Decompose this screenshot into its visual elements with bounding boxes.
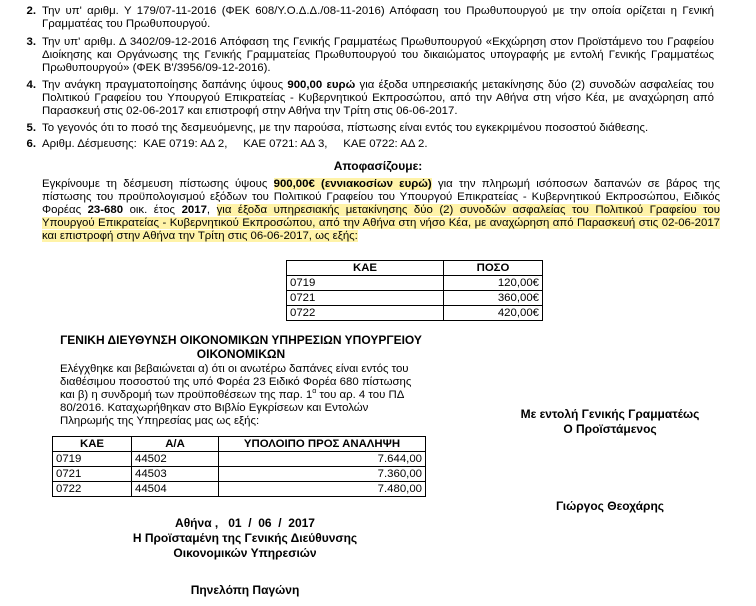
head-title-line2: Οικονομικών Υπηρεσιών (173, 546, 317, 560)
list-item: 3. Την υπ' αριθμ. Δ 3402/09-12-2016 Απόφαση της Γενικής Γραμματέως Πρωθυπουργού «Εκχώρηση στον Προϊστάμενο του Γραφείου Διοίκησης και Οργάνωσης της Γενικής Γραμματείας Πρωθυπουργού του δικαιώματος υπογραφής με εντολή Γενικής Γραμματέως Πρωθυπουργού» (ΦΕΚ Β'/3956/09-12-2016). (26, 36, 714, 74)
special-entity-code: 23-680 (87, 204, 124, 216)
table-row: 0721 44503 7.360,00 (53, 467, 426, 482)
list-item: 2. Την υπ' αριθμ. Υ 179/07-11-2016 (ΦΕΚ 608/Υ.Ο.Δ.Δ./08-11-2016) Απόφαση του Πρωθυπουργού με την οποία ορίζεται η Γενική Γραμματέας του Πρωθυπουργού. (26, 5, 714, 30)
head-title-line1: Η Προϊσταμένη της Γενικής Διεύθυνσης (132, 531, 358, 545)
decision-paragraph: Εγκρίνουμε τη δέσμευση πίστωσης ύψους 900,00€ (εννιακοσίων ευρώ) για την πληρωμή ισόποσων δαπανών σε βάρος της πίστωσης του προϋπολογισμού εξόδων του Πολιτικού Γραφείου του Υπουργού Επικρατείας - Κυβερνητικού Εκπροσώπου, Ειδικός Φορέας 23-680 οικ. έτος 2017, για έξοδα υπηρεσιακής μετακίνησης δύο (2) συνοδών ασφαλείας του Πολιτικού Γραφείου του Υπουργού Επικρατείας - Κυβερνητικού Εκπροσώπου, από την Αθήνα στη νήσο Κέα, με αναχώρηση από Παρασκευή στις 02-06-2017 και επιστροφή στην Αθήνα την Τρίτη στις 06-06-2017, ως εξής: (42, 178, 720, 242)
amount-bold: 900,00 ευρώ (287, 79, 356, 91)
highlighted-text: για έξοδα υπηρεσιακής μετακίνησης δύο (2) συνοδών ασφαλείας του Πολιτικού Γραφείου του Υπουργού Επικρατείας - Κυβερνητικού Εκπροσώπου, από την Αθήνα στη νήσο Κέα, με αναχώρηση από Παρασκευή στις 02-06-2017 και επιστροφή στην Αθήνα την Τρίτη στις 06-06-2017, ως εξής: (42, 204, 720, 242)
date-line: Αθήνα , 01 / 06 / 2017 (175, 516, 315, 530)
list-item: 4. Την ανάγκη πραγματοποίησης δαπάνης ύψους 900,00 ευρώ για έξοδα υπηρεσιακής μετακίνησης δύο (2) συνοδών ασφαλείας του Πολιτικού Γραφείου του Υπουργού Επικρατείας - Κυβερνητικού Εκπροσώπου, από την Αθήνα στη νήσο Κέα, με αναχώρηση από Παρασκευή στις 02-06-2017 και επιστροφή στην Αθήνα την Τρίτη στις 06-06-2017. (26, 79, 714, 117)
numbered-considerations (14, 0, 714, 152)
column-header: ΠΟΣΟ (444, 261, 543, 276)
table-header-row (53, 437, 426, 452)
signer-left: Πηνελόπη Παγώνη (190, 583, 300, 597)
column-header: ΥΠΟΛΟΙΠΟ ΠΡΟΣ ΑΝΑΛΗΨΗ (219, 437, 426, 452)
table-row: 0722 44504 7.480,00 (53, 482, 426, 497)
list-item: 5. Το γεγονός ότι το ποσό της δεσμευόμενης, με την παρούσα, πίστωσης είναι εντός του εγκεκριμένου ποσοστού διάθεσης. (26, 122, 649, 134)
list-item: 6. Αριθμ. Δέσμευσης: ΚΑΕ 0719: ΑΔ 2, ΚΑΕ 0721: ΑΔ 3, ΚΑΕ 0722: ΑΔ 2. (26, 138, 428, 150)
column-header: Α/Α (132, 437, 219, 452)
table-header-row (287, 261, 543, 276)
table-row: 0722 420,00€ (287, 306, 543, 321)
verification-text: Ελέγχθηκε και βεβαιώνεται α) ότι οι ανωτέρω δαπάνες είναι εντός του διαθέσιμου ποσοστού της υπό Φορέα 23 Ειδικό Φορέα 680 πίστωσης και β) η συνδρομή των προϋποθέσεων της παρ. $1^\alpha$ του αρ. 4 του ΠΔ 80/2016. Καταχωρήθηκαν στο Βιβλίο Εγκρίσεων και Εντολών Πληρωμής της Υπηρεσίας μας ως εξής: (60, 363, 412, 427)
fiscal-year: 2017 (181, 204, 207, 216)
order-line: Με εντολή Γενικής Γραμματέως (520, 407, 700, 421)
amount-table (286, 260, 543, 321)
table-row: 0721 360,00€ (287, 291, 543, 306)
column-header: ΚΑΕ (53, 437, 132, 452)
general-directorate-title: ΓΕΝΙΚΗ ΔΙΕΥΘΥΝΣΗ ΟΙΚΟΝΟΜΙΚΩΝ ΥΠΗΡΕΣΙΩΝ ΥΠΟΥΡΓΕΙΟΥ ΟΙΚΟΝΟΜΙΚΩΝ (60, 333, 422, 361)
column-header: ΚΑΕ (287, 261, 444, 276)
registry-table (52, 436, 426, 497)
signer-right: Γιώργος Θεοχάρης (555, 499, 665, 513)
director-title: Ο Προϊστάμενος (563, 422, 657, 436)
table-row: 0719 120,00€ (287, 276, 543, 291)
decide-heading: Αποφασίζουμε: (333, 159, 423, 173)
amount-highlight: 900,00€ (εννιακοσίων ευρώ) (273, 178, 432, 190)
table-row: 0719 44502 7.644,00 (53, 452, 426, 467)
